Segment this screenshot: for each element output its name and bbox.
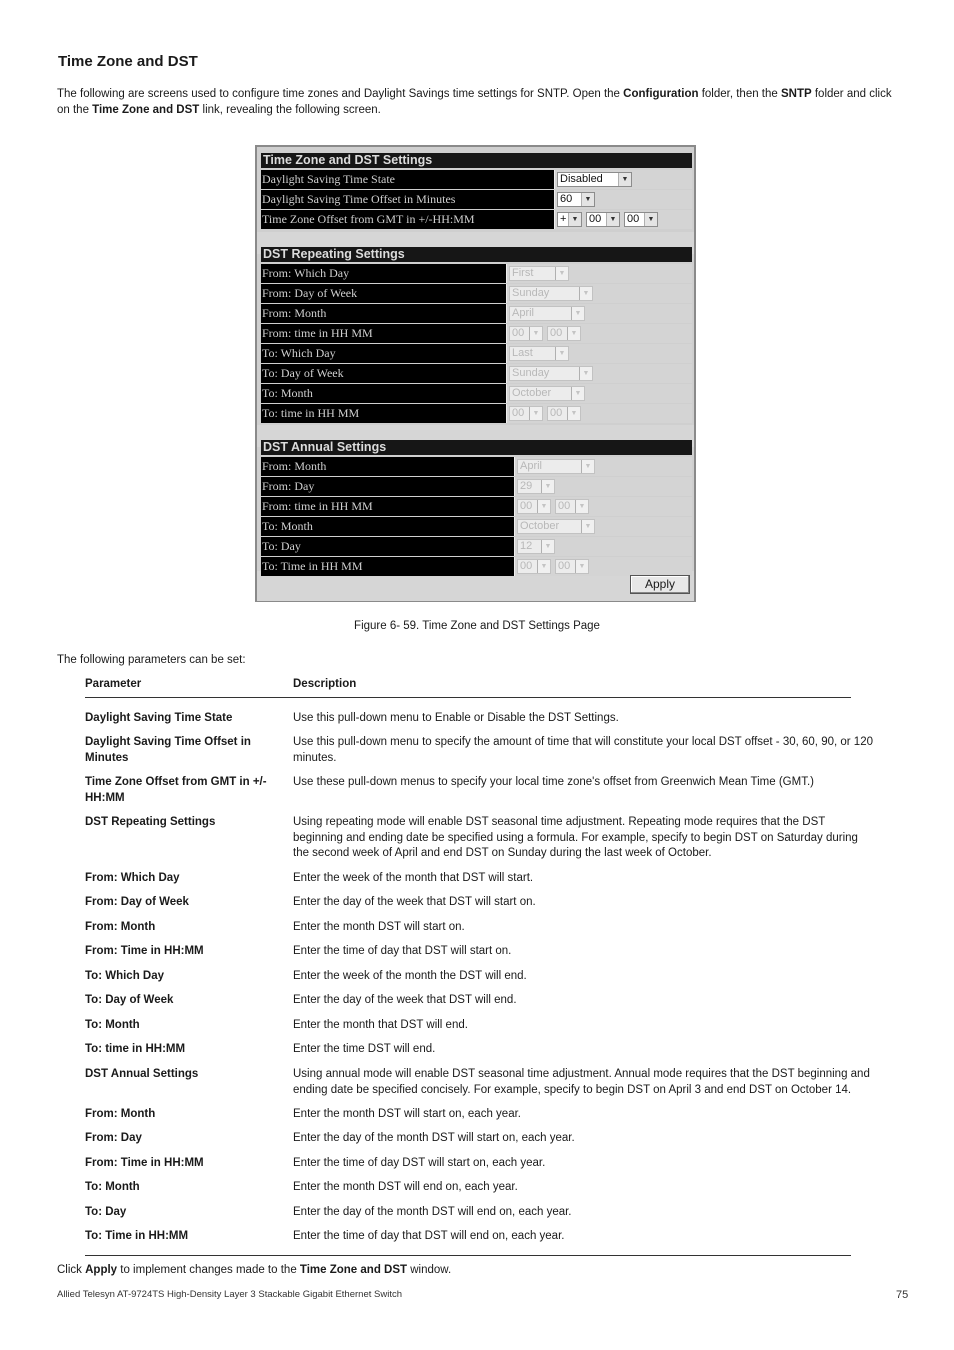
chevron-down-icon: ▼ bbox=[579, 287, 592, 300]
select-value: 00 bbox=[550, 327, 563, 339]
header-dst-annual: DST Annual Settings bbox=[261, 440, 692, 455]
param-name: From: Which Day bbox=[85, 872, 180, 884]
param-name: To: time in HH:MM bbox=[85, 1043, 186, 1055]
to-day-of-week-select[interactable] bbox=[509, 366, 593, 381]
param-name: Time Zone Offset from GMT in +/- HH:MM bbox=[85, 776, 267, 804]
row-label: From: Day bbox=[261, 477, 514, 496]
row-label: To: Day of Week bbox=[261, 364, 506, 383]
param-description: Enter the month DST will start on. bbox=[293, 921, 465, 933]
param-description: Enter the day of the week that DST will end. bbox=[293, 994, 517, 1006]
from-month-select[interactable] bbox=[509, 306, 585, 321]
row-value-cell bbox=[554, 170, 692, 189]
select-value: 00 bbox=[558, 500, 571, 512]
closing-text: Click bbox=[57, 1264, 86, 1276]
select-value: 00 bbox=[550, 407, 563, 419]
annual-from-month-select[interactable] bbox=[517, 459, 595, 474]
chevron-down-icon: ▼ bbox=[537, 560, 550, 573]
from-hh-select[interactable] bbox=[509, 326, 543, 341]
row-to-month bbox=[261, 384, 692, 403]
select-value: April bbox=[520, 460, 543, 472]
param-description: Enter the day of the week that DST will start on. bbox=[293, 896, 536, 908]
chevron-down-icon: ▼ bbox=[568, 213, 581, 226]
row-value-cell bbox=[506, 324, 692, 343]
chevron-down-icon: ▼ bbox=[529, 407, 542, 420]
row-value-cell bbox=[506, 364, 692, 383]
chevron-down-icon: ▼ bbox=[581, 520, 594, 533]
annual-to-hh-select[interactable] bbox=[517, 559, 551, 574]
header-dst-repeating: DST Repeating Settings bbox=[261, 247, 692, 262]
dst-offset-select[interactable] bbox=[557, 192, 595, 207]
row-value-cell bbox=[506, 284, 692, 303]
param-description: Enter the week of the month the DST will end. bbox=[293, 970, 527, 982]
gmt-hh-select[interactable] bbox=[586, 212, 620, 227]
intro-bold-configuration: Configuration bbox=[623, 88, 699, 100]
figure-caption: Figure 6- 59. Time Zone and DST Settings Page bbox=[354, 620, 600, 632]
intro-text: folder and click on the bbox=[57, 88, 892, 116]
gmt-mm-select[interactable] bbox=[624, 212, 658, 227]
param-description: Enter the time of day DST will start on, each year. bbox=[293, 1157, 546, 1169]
row-gmt-offset bbox=[261, 210, 692, 229]
chevron-down-icon: ▼ bbox=[567, 327, 580, 340]
select-value: 12 bbox=[520, 540, 533, 552]
table-rule-bottom bbox=[85, 1255, 851, 1256]
row-label: From: Month bbox=[261, 457, 514, 476]
row-dst-offset bbox=[261, 190, 692, 209]
param-name: From: Time in HH:MM bbox=[85, 945, 204, 957]
from-mm-select[interactable] bbox=[547, 326, 581, 341]
header-time-zone-dst: Time Zone and DST Settings bbox=[261, 153, 692, 168]
to-mm-select[interactable] bbox=[547, 406, 581, 421]
intro-bold-sntp: SNTP bbox=[781, 88, 812, 100]
param-description: Enter the month DST will end on, each year. bbox=[293, 1181, 518, 1193]
row-value-cell bbox=[514, 557, 692, 576]
params-intro: The following parameters can be set: bbox=[57, 654, 246, 666]
row-value-cell bbox=[514, 457, 692, 476]
row-value-cell bbox=[514, 517, 692, 536]
intro-text: The following are screens used to configure time zones and Daylight Savings time settings for SNTP. Open the bbox=[57, 88, 624, 100]
param-name: From: Day of Week bbox=[85, 896, 189, 908]
chevron-down-icon: ▼ bbox=[571, 387, 584, 400]
closing-paragraph bbox=[57, 1264, 451, 1276]
row-value-cell bbox=[506, 344, 692, 363]
row-label: Time Zone Offset from GMT in +/-HH:MM bbox=[261, 210, 554, 229]
param-description: Enter the day of the month DST will end on, each year. bbox=[293, 1206, 572, 1218]
select-value: First bbox=[512, 267, 534, 279]
chevron-down-icon: ▼ bbox=[581, 193, 594, 206]
select-value: 00 bbox=[520, 560, 533, 572]
row-label: From: Month bbox=[261, 304, 506, 323]
param-name: To: Month bbox=[85, 1181, 140, 1193]
closing-bold-window: Time Zone and DST bbox=[299, 1264, 408, 1276]
row-annual-from-time bbox=[261, 497, 692, 516]
chevron-down-icon: ▼ bbox=[606, 213, 619, 226]
row-to-time bbox=[261, 404, 692, 423]
row-label: Daylight Saving Time State bbox=[261, 170, 554, 189]
to-month-select[interactable] bbox=[509, 386, 585, 401]
table-rule-top bbox=[85, 697, 851, 698]
chevron-down-icon: ▼ bbox=[575, 500, 588, 513]
row-to-which-day bbox=[261, 344, 692, 363]
chevron-down-icon: ▼ bbox=[529, 327, 542, 340]
column-header-description: Description bbox=[293, 678, 357, 690]
param-name: From: Month bbox=[85, 1108, 156, 1120]
param-description: Enter the day of the month DST will start on, each year. bbox=[293, 1132, 575, 1144]
select-value: Last bbox=[512, 347, 533, 359]
gmt-sign-select[interactable] bbox=[557, 212, 582, 227]
intro-bold-link: Time Zone and DST bbox=[92, 103, 200, 116]
param-description: Use these pull-down menus to specify your local time zone's offset from Greenwich Mean Time (GMT.) bbox=[293, 776, 814, 788]
row-label: To: time in HH MM bbox=[261, 404, 506, 423]
param-description: Use this pull-down menu to specify the amount of time that will constitute your local DST offset - 30, 60, 90, or 120 minutes. bbox=[293, 736, 873, 764]
annual-from-hh-select[interactable] bbox=[517, 499, 551, 514]
select-value: 00 bbox=[512, 407, 525, 419]
intro-text: folder, then the bbox=[698, 88, 781, 100]
closing-text: to implement changes made to the bbox=[117, 1264, 300, 1276]
chevron-down-icon: ▼ bbox=[541, 540, 554, 553]
to-hh-select[interactable] bbox=[509, 406, 543, 421]
intro-text: link, revealing the following screen. bbox=[199, 103, 381, 116]
chevron-down-icon: ▼ bbox=[575, 560, 588, 573]
chevron-down-icon: ▼ bbox=[567, 407, 580, 420]
param-description: Enter the time DST will end. bbox=[293, 1043, 436, 1055]
chevron-down-icon: ▼ bbox=[618, 173, 631, 186]
row-label: To: Which Day bbox=[261, 344, 506, 363]
footer-text: Allied Telesyn AT-9724TS High-Density Layer 3 Stackable Gigabit Ethernet Switch bbox=[57, 1289, 402, 1300]
chevron-down-icon: ▼ bbox=[537, 500, 550, 513]
row-value-cell bbox=[514, 537, 692, 556]
row-annual-from-day bbox=[261, 477, 692, 496]
select-value: 60 bbox=[560, 193, 573, 205]
param-description: Enter the week of the month that DST will start. bbox=[293, 872, 534, 884]
annual-to-month-select[interactable] bbox=[517, 519, 595, 534]
settings-screenshot bbox=[255, 145, 696, 602]
param-description: Using repeating mode will enable DST seasonal time adjustment. Repeating mode requires that the DST beginning and ending date be specified using a formula. For example, specify to begin DST on Saturday during the second week of April and end DST on Sunday during the last week of October. bbox=[293, 816, 858, 859]
row-label: To: Month bbox=[261, 517, 514, 536]
row-value-cell bbox=[514, 477, 692, 496]
select-value: October bbox=[520, 520, 560, 532]
section-title: Time Zone and DST bbox=[58, 53, 198, 70]
param-description: Enter the time of day that DST will end on, each year. bbox=[293, 1230, 565, 1242]
annual-to-day-select[interactable] bbox=[517, 539, 555, 554]
select-value: Sunday bbox=[512, 287, 550, 299]
to-which-day-select[interactable] bbox=[509, 346, 569, 361]
param-name: DST Repeating Settings bbox=[85, 816, 216, 828]
intro-paragraph bbox=[57, 87, 897, 118]
select-value: 00 bbox=[520, 500, 533, 512]
row-label: From: time in HH MM bbox=[261, 324, 506, 343]
row-label: To: Month bbox=[261, 384, 506, 403]
column-header-parameter: Parameter bbox=[85, 678, 142, 690]
param-description: Enter the month that DST will end. bbox=[293, 1019, 468, 1031]
row-from-month bbox=[261, 304, 692, 323]
chevron-down-icon: ▼ bbox=[644, 213, 657, 226]
param-name: From: Time in HH:MM bbox=[85, 1157, 204, 1169]
chevron-down-icon: ▼ bbox=[581, 460, 594, 473]
annual-from-day-select[interactable] bbox=[517, 479, 555, 494]
param-name: To: Day of Week bbox=[85, 994, 174, 1006]
param-name: To: Day bbox=[85, 1206, 127, 1218]
select-value: + bbox=[560, 213, 567, 225]
row-label: To: Time in HH MM bbox=[261, 557, 514, 576]
closing-text: window. bbox=[407, 1264, 452, 1276]
row-annual-from-month bbox=[261, 457, 692, 476]
row-value-cell bbox=[506, 384, 692, 403]
row-label: To: Day bbox=[261, 537, 514, 556]
param-description: Enter the time of day that DST will start on. bbox=[293, 945, 512, 957]
row-label: From: Day of Week bbox=[261, 284, 506, 303]
param-name: DST Annual Settings bbox=[85, 1068, 199, 1080]
select-value: 00 bbox=[558, 560, 571, 572]
chevron-down-icon: ▼ bbox=[555, 347, 568, 360]
row-value-cell bbox=[554, 190, 692, 209]
param-name: To: Month bbox=[85, 1019, 140, 1031]
row-annual-to-month bbox=[261, 517, 692, 536]
apply-button[interactable]: Apply bbox=[630, 575, 690, 594]
row-from-which-day bbox=[261, 264, 692, 283]
param-description: Enter the month DST will start on, each year. bbox=[293, 1108, 521, 1120]
row-from-day-of-week bbox=[261, 284, 692, 303]
select-value: 00 bbox=[589, 213, 602, 225]
row-from-time bbox=[261, 324, 692, 343]
row-value-cell bbox=[514, 497, 692, 516]
select-value: Disabled bbox=[560, 173, 603, 185]
param-name: To: Which Day bbox=[85, 970, 165, 982]
row-value-cell bbox=[506, 404, 692, 423]
closing-bold-apply: Apply bbox=[85, 1264, 118, 1276]
from-day-of-week-select[interactable] bbox=[509, 286, 593, 301]
row-label: From: time in HH MM bbox=[261, 497, 514, 516]
page-number: 75 bbox=[896, 1289, 909, 1301]
row-to-day-of-week bbox=[261, 364, 692, 383]
chevron-down-icon: ▼ bbox=[571, 307, 584, 320]
chevron-down-icon: ▼ bbox=[541, 480, 554, 493]
row-annual-to-time bbox=[261, 557, 692, 576]
row-annual-to-day bbox=[261, 537, 692, 556]
select-value: Sunday bbox=[512, 367, 550, 379]
param-name: Daylight Saving Time Offset in Minutes bbox=[85, 736, 251, 764]
select-value: 00 bbox=[512, 327, 525, 339]
select-value: October bbox=[512, 387, 552, 399]
dst-state-select[interactable] bbox=[557, 172, 632, 187]
annual-from-mm-select[interactable] bbox=[555, 499, 589, 514]
row-value-cell bbox=[554, 210, 692, 229]
param-name: From: Day bbox=[85, 1132, 142, 1144]
from-which-day-select[interactable] bbox=[509, 266, 569, 281]
row-label: From: Which Day bbox=[261, 264, 506, 283]
param-name: From: Month bbox=[85, 921, 156, 933]
annual-to-mm-select[interactable] bbox=[555, 559, 589, 574]
row-value-cell bbox=[506, 264, 692, 283]
select-value: April bbox=[512, 307, 535, 319]
param-name: To: Time in HH:MM bbox=[85, 1230, 189, 1242]
select-value: 00 bbox=[627, 213, 640, 225]
param-description: Using annual mode will enable DST seasonal time adjustment. Annual mode requires that the DST beginning and ending date be specified concisely. For example, specify to begin DST on April 3 and end DST on October 14. bbox=[293, 1068, 870, 1096]
row-value-cell bbox=[506, 304, 692, 323]
chevron-down-icon: ▼ bbox=[555, 267, 568, 280]
row-dst-state bbox=[261, 170, 692, 189]
chevron-down-icon: ▼ bbox=[579, 367, 592, 380]
row-label: Daylight Saving Time Offset in Minutes bbox=[261, 190, 554, 209]
select-value: 29 bbox=[520, 480, 533, 492]
param-description: Use this pull-down menu to Enable or Disable the DST Settings. bbox=[293, 712, 619, 724]
param-name: Daylight Saving Time State bbox=[85, 712, 233, 724]
